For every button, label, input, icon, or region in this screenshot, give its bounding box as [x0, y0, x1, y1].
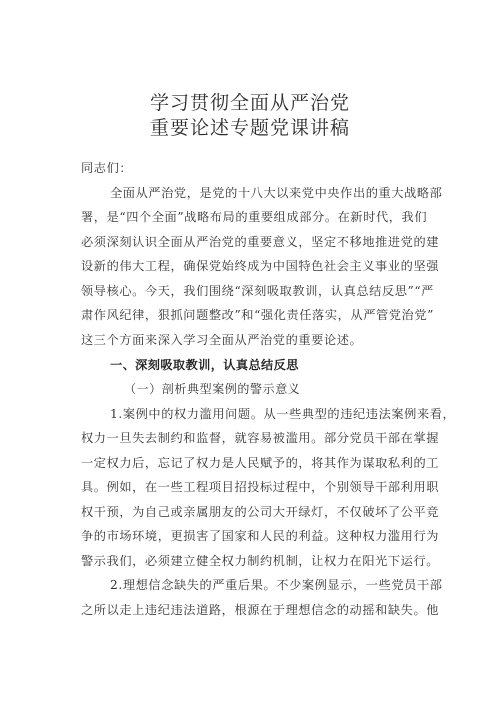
subsection-heading-1: （一）剖析典型案例的警示意义 [124, 382, 301, 396]
para1-line: 必须深刻认识全面从严治党的重要意义，坚定不移地推进党的建 [81, 235, 440, 249]
para1-line: 这三个方面来深入学习全面从严治党的重要论述。 [81, 333, 363, 347]
para1-line: 设新的伟大工程，确保党始终成为中国特色社会主义事业的坚强 [81, 259, 440, 273]
para2-line: 权干预，为自己或亲属朋友的公司大开绿灯，不仅破坏了公平竞 [81, 505, 440, 519]
para2-line: 1.案例中的权力滥用问题。从一些典型的违纪违法案例来看， [110, 407, 456, 421]
para1-line: 肃作风纪律，狠抓问题整改”和“强化责任落实，从严管党治党” [81, 308, 434, 322]
para2-line: 一定权力后，忘记了权力是人民赋予的，将其作为谋取私利的工 [81, 456, 440, 470]
document-title-line-1: 学习贯彻全面从严治党 [149, 92, 350, 114]
document-title-line-2: 重要论述专题党课讲稿 [149, 117, 350, 139]
para2-line: 权力一旦失去制约和监督，就容易被滥用。部分党员干部在掌握 [81, 431, 440, 445]
salutation: 同志们： [81, 161, 133, 175]
section-heading-1: 一、深刻吸取教训，认真总结反思 [110, 358, 299, 372]
para2-line: 警示我们，必须建立健全权力制约机制，让权力在阳光下运行。 [81, 554, 440, 568]
para1-line: 领导核心。今天，我们围绕“深刻吸取教训，认真总结反思”“严 [81, 284, 434, 298]
para3-line: 之所以走上违纪违法道路，根源在于理想信念的动摇和缺失。他 [81, 603, 440, 617]
para1-line: 署，是“四个全面”战略布局的重要组成部分。在新时代，我们 [81, 210, 428, 224]
para3-line: 2.理想信念缺失的严重后果。不少案例显示，一些党员干部 [110, 578, 443, 592]
para2-line: 具。例如，在一些工程项目招投标过程中，个别领导干部利用职 [81, 480, 440, 494]
para2-line: 争的市场环境，更损害了国家和人民的利益。这种权力滥用行为 [81, 529, 440, 543]
para1-line: 全面从严治党，是党的十八大以来党中央作出的重大战略部 [110, 186, 443, 200]
